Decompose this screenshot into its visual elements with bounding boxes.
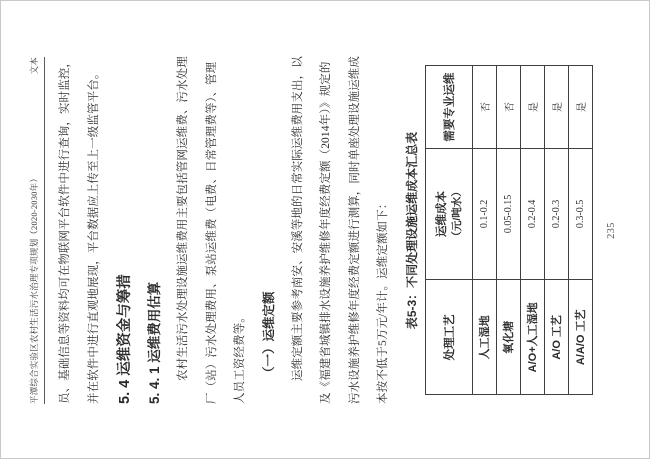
col-header-cost-line2: （元/吨水） bbox=[451, 186, 463, 242]
cell-cost: 0.2-0.3 bbox=[544, 148, 568, 279]
cell-professional: 是 bbox=[544, 66, 568, 148]
cost-summary-table bbox=[425, 66, 593, 396]
table-row bbox=[544, 66, 568, 395]
cell-process: 氧化塘 bbox=[496, 280, 520, 395]
cell-process: A/A/O 工艺 bbox=[568, 280, 592, 395]
cell-process: 人工湿地 bbox=[472, 280, 496, 395]
subsection-heading: 5. 4. 1 运维费用估算 bbox=[147, 281, 162, 404]
running-header-title: 平潭综合实验区农村生活污水治理专项规划（2020-2030年） bbox=[29, 173, 39, 404]
body-line: 运维定额主要参考南安、安溪等地的日常实际运维费用支出，以 bbox=[291, 56, 304, 381]
cell-professional: 否 bbox=[472, 66, 496, 148]
body-line: 农村生活污水处理设施运维费用主要包括管网运维费、污水处理 bbox=[177, 56, 189, 381]
cell-process: A/O+人工湿地 bbox=[520, 280, 544, 395]
body-line: 及《福建省城镇排水设施养护维修年度经费定额（2014年）》规定的 bbox=[320, 61, 332, 404]
cell-professional: 是 bbox=[568, 66, 592, 148]
rotated-page bbox=[1, 1, 650, 459]
running-header bbox=[28, 57, 45, 404]
section-heading: 5. 4 运维资金与筹措 bbox=[117, 274, 133, 404]
table-row bbox=[472, 66, 496, 395]
table-row bbox=[520, 66, 544, 395]
cell-professional: 否 bbox=[496, 66, 520, 148]
col-header-cost-line1: 运维成本 bbox=[436, 190, 448, 237]
body-line: 厂（站）污水处理费用、泵站运维费（电费、日常管理费等）、管理 bbox=[205, 61, 218, 404]
table-row bbox=[568, 66, 592, 395]
cell-professional: 是 bbox=[520, 66, 544, 148]
table-row bbox=[496, 66, 520, 395]
body-line: 员、基础信息等资料均可在物联网平台软件中进行查询，实时监控， bbox=[59, 56, 71, 404]
cell-process: A/O 工艺 bbox=[544, 280, 568, 395]
cell-cost: 0.1-0.2 bbox=[472, 148, 496, 279]
cell-cost: 0.3-0.5 bbox=[568, 148, 592, 279]
table-header-row bbox=[425, 66, 472, 395]
body-line: 人员工资经费等。 bbox=[234, 311, 246, 404]
body-line: 污水设施养护维修年度经费定额进行测算，同时单座处理设施运维成 bbox=[348, 56, 361, 404]
body-line: 本按不低于5万元/年计。运维定额如下： bbox=[377, 197, 389, 404]
document-body bbox=[51, 57, 617, 404]
table-title: 表5-3：不同处理设施运维成本汇总表 bbox=[404, 131, 419, 330]
cell-cost: 0.05-0.15 bbox=[496, 148, 520, 279]
col-header-cost bbox=[425, 148, 472, 279]
cell-cost: 0.2-0.4 bbox=[520, 148, 544, 279]
item-heading: （一）运维定额 bbox=[261, 291, 276, 379]
running-header-doc-type: 文本 bbox=[29, 57, 39, 75]
page-number: 235 bbox=[605, 222, 617, 239]
body-line: 并在软件中进行直观地展现，平台数据应上传至上一级监管平台。 bbox=[87, 67, 100, 404]
col-header-professional: 需要专业运维 bbox=[425, 66, 472, 148]
col-header-process: 处理工艺 bbox=[425, 280, 472, 395]
